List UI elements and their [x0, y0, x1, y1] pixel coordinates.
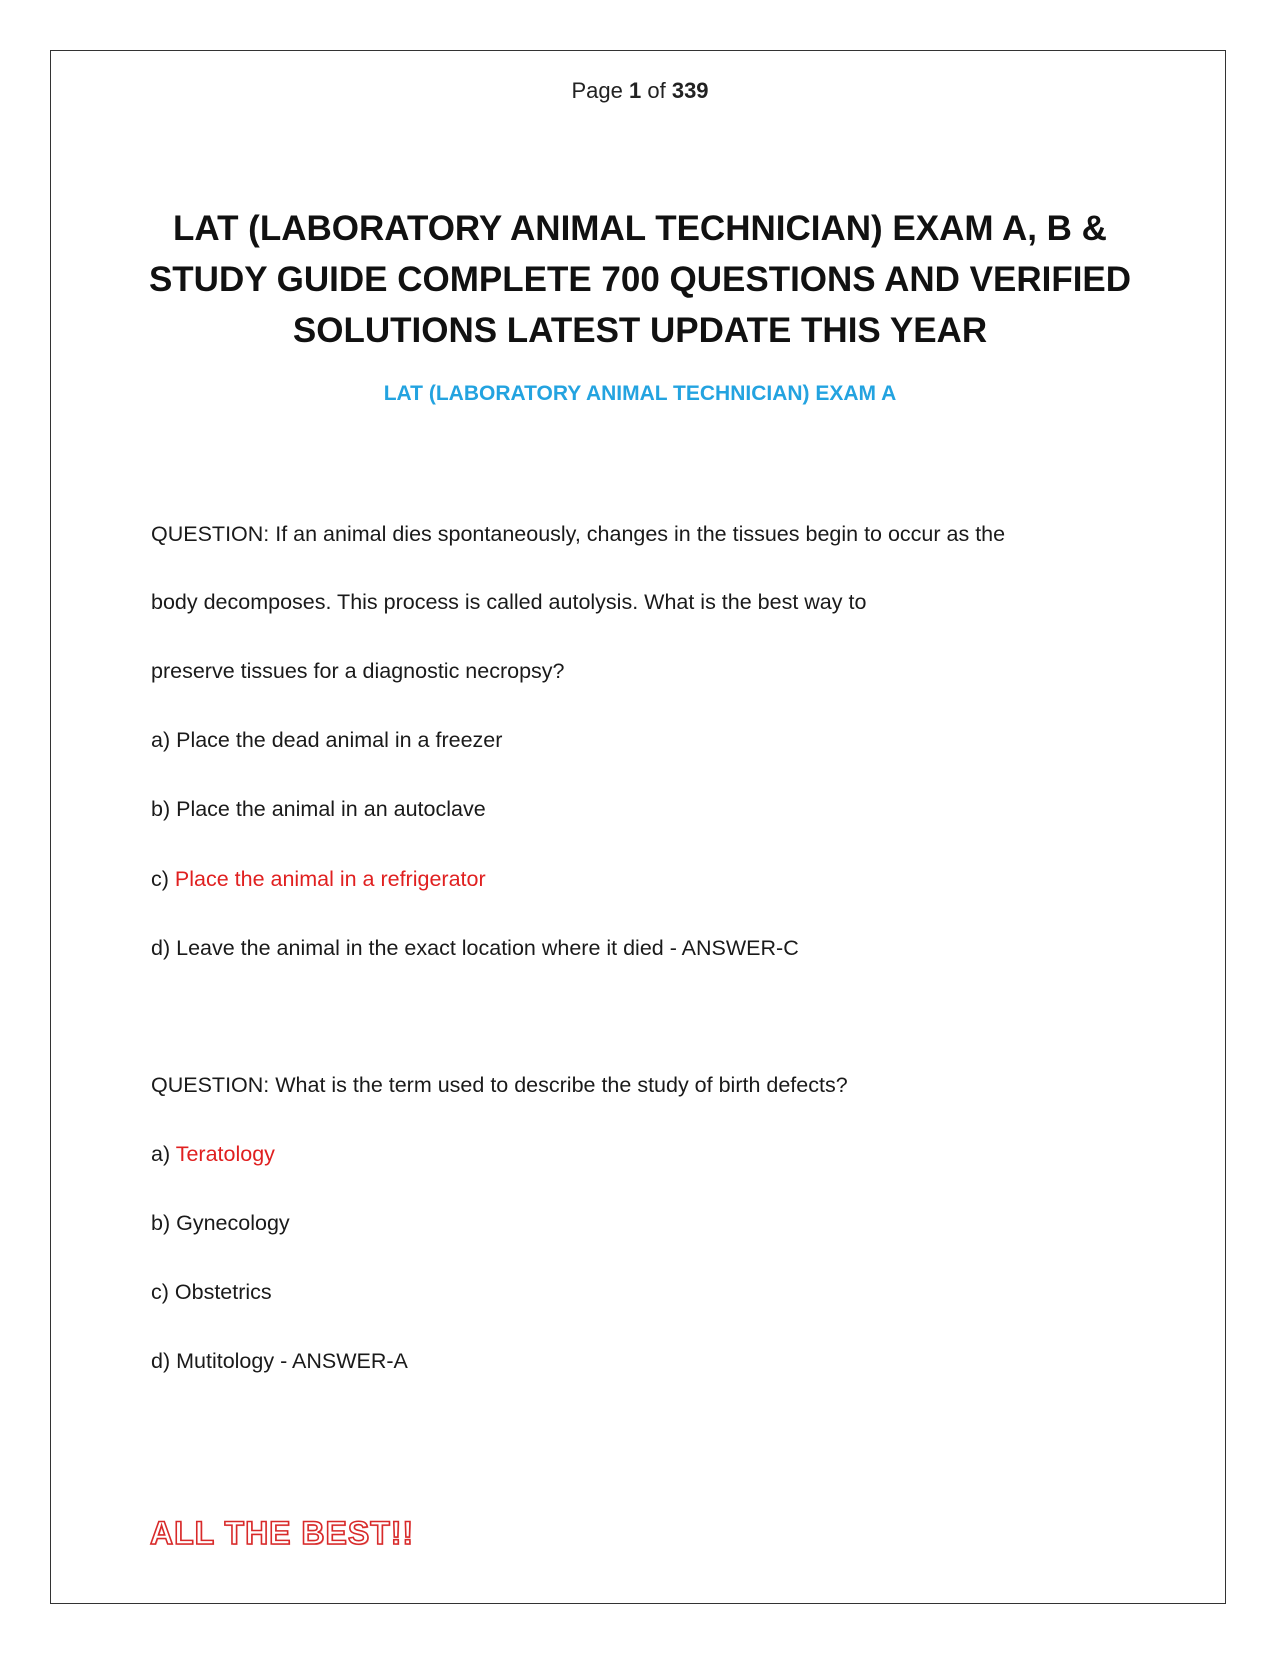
- option-text: Obstetrics: [174, 1280, 272, 1304]
- page-number-of: of: [647, 78, 666, 103]
- question-1-option-c: [151, 867, 486, 892]
- question-1-line-1: QUESTION: If an animal dies spontaneously, changes in the tissues begin to occur as the: [151, 522, 1006, 546]
- question-2-option-c: [151, 1280, 272, 1305]
- question-2-option-b: [151, 1211, 290, 1236]
- question-2-line-1: QUESTION: What is the term used to describe the study of birth defects?: [151, 1073, 848, 1097]
- document-title: LAT (LABORATORY ANIMAL TECHNICIAN) EXAM A, B & STUDY GUIDE COMPLETE 700 QUESTIONS AND VERIFIED SOLUTIONS LATEST UPDATE THIS YEAR: [148, 209, 1132, 350]
- page-number-prefix: Page: [571, 78, 623, 103]
- option-prefix: d): [151, 936, 171, 960]
- question-1-option-b: [151, 797, 486, 822]
- page-number-total: 339: [671, 78, 709, 103]
- page-number: [0, 78, 1280, 104]
- page-number-current: 1: [628, 78, 642, 103]
- question-1-option-d: [151, 936, 799, 961]
- question-2-option-a: [151, 1142, 275, 1167]
- option-prefix: b): [151, 797, 171, 821]
- option-prefix: b): [151, 1211, 171, 1235]
- option-text: Leave the animal in the exact location where it died - ANSWER-C: [176, 936, 799, 960]
- question-1-line-3: preserve tissues for a diagnostic necropsy?: [151, 659, 565, 683]
- option-prefix: c): [151, 867, 169, 891]
- option-text: Mutitology - ANSWER-A: [176, 1349, 408, 1373]
- option-prefix: d): [151, 1349, 171, 1373]
- question-1-line-2: body decomposes. This process is called autolysis. What is the best way to: [151, 590, 867, 614]
- correct-answer-text: Teratology: [175, 1142, 275, 1166]
- option-text: Place the dead animal in a freezer: [176, 728, 503, 752]
- correct-answer-text: Place the animal in a refrigerator: [174, 867, 486, 891]
- question-2-option-d: [151, 1349, 408, 1374]
- option-prefix: c): [151, 1280, 169, 1304]
- section-subtitle: LAT (LABORATORY ANIMAL TECHNICIAN) EXAM A: [383, 382, 897, 405]
- option-prefix: a): [151, 1142, 171, 1166]
- option-text: Place the animal in an autoclave: [176, 797, 486, 821]
- option-text: Gynecology: [176, 1211, 290, 1235]
- option-prefix: a): [151, 728, 171, 752]
- question-1-option-a: [151, 728, 502, 753]
- all-the-best-banner: ALL THE BEST!!: [150, 1515, 415, 1551]
